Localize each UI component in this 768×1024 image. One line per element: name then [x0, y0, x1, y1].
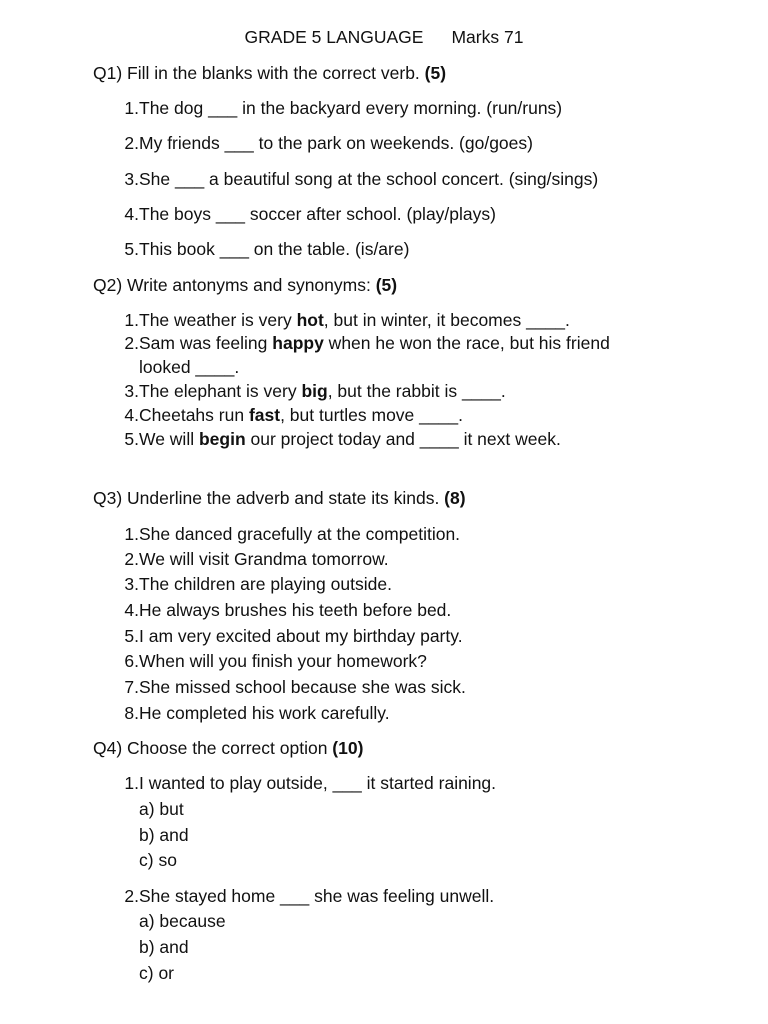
- bold-text: begin: [198, 429, 246, 449]
- bold-text: (5): [424, 63, 447, 83]
- q3-item: 2. We will visit Grandma tomorrow.: [124, 549, 389, 569]
- q3-heading: Q3) Underline the adverb and state its kinds. (8): [93, 488, 466, 508]
- q4-option: b) and: [139, 937, 189, 957]
- q2-heading: Q2) Write antonyms and synonyms: (5): [93, 275, 398, 295]
- q3-item: 1. She danced gracefully at the competition.: [124, 524, 461, 544]
- q4-option: a) because: [139, 911, 226, 931]
- q4-option: c) or: [139, 963, 174, 983]
- q1-item: 2. My friends ___ to the park on weekends. (go/goes): [124, 133, 533, 153]
- bold-text: (10): [332, 738, 364, 758]
- q4-item: 1. I wanted to play outside, ___ it started raining.: [124, 773, 497, 793]
- bold-text: hot: [296, 310, 324, 330]
- q1-item: 4. The boys ___ soccer after school. (play/plays): [124, 204, 496, 224]
- q1-item: 3. She ___ a beautiful song at the school concert. (sing/sings): [124, 169, 599, 189]
- q3-item: 4. He always brushes his teeth before bed.: [124, 600, 452, 620]
- q3-item: 8. He completed his work carefully.: [124, 703, 390, 723]
- q1-item: 1. The dog ___ in the backyard every morning. (run/runs): [124, 98, 563, 118]
- q2-item: 3. The elephant is very big, but the rabbit is ____.: [124, 381, 506, 401]
- q3-item: 5. I am very excited about my birthday party.: [124, 626, 463, 646]
- q1-item: 5. This book ___ on the table. (is/are): [124, 239, 410, 259]
- q1-heading: Q1) Fill in the blanks with the correct verb. (5): [93, 63, 447, 83]
- q3-item: 6. When will you finish your homework?: [124, 651, 427, 671]
- q2-item: 5. We will begin our project today and ____ it next week.: [124, 429, 561, 449]
- bold-text: happy: [272, 333, 324, 353]
- q3-item: 3. The children are playing outside.: [124, 574, 392, 594]
- q4-option: c) so: [139, 850, 177, 870]
- q2-item: 1. The weather is very hot, but in winter, it becomes ____.: [124, 310, 570, 330]
- page-title: [0, 27, 768, 48]
- q2-item: 2. Sam was feeling happy when he won the race, but his friend looked ____.: [124, 333, 610, 377]
- q3-item: 7. She missed school because she was sick.: [124, 677, 466, 697]
- q2-item: 4. Cheetahs run fast, but turtles move ____.: [124, 405, 463, 425]
- bold-text: big: [301, 381, 328, 401]
- q4-heading: Q4) Choose the correct option (10): [93, 738, 364, 758]
- q4-item: 2. She stayed home ___ she was feeling unwell.: [124, 886, 495, 906]
- q4-option: b) and: [139, 825, 189, 845]
- bold-text: (8): [444, 488, 466, 508]
- marks-text: Marks 71: [451, 27, 524, 47]
- q4-option: a) but: [139, 799, 184, 819]
- bold-text: (5): [375, 275, 398, 295]
- title-text: GRADE 5 LANGUAGE: [244, 27, 424, 47]
- bold-text: fast: [248, 405, 281, 425]
